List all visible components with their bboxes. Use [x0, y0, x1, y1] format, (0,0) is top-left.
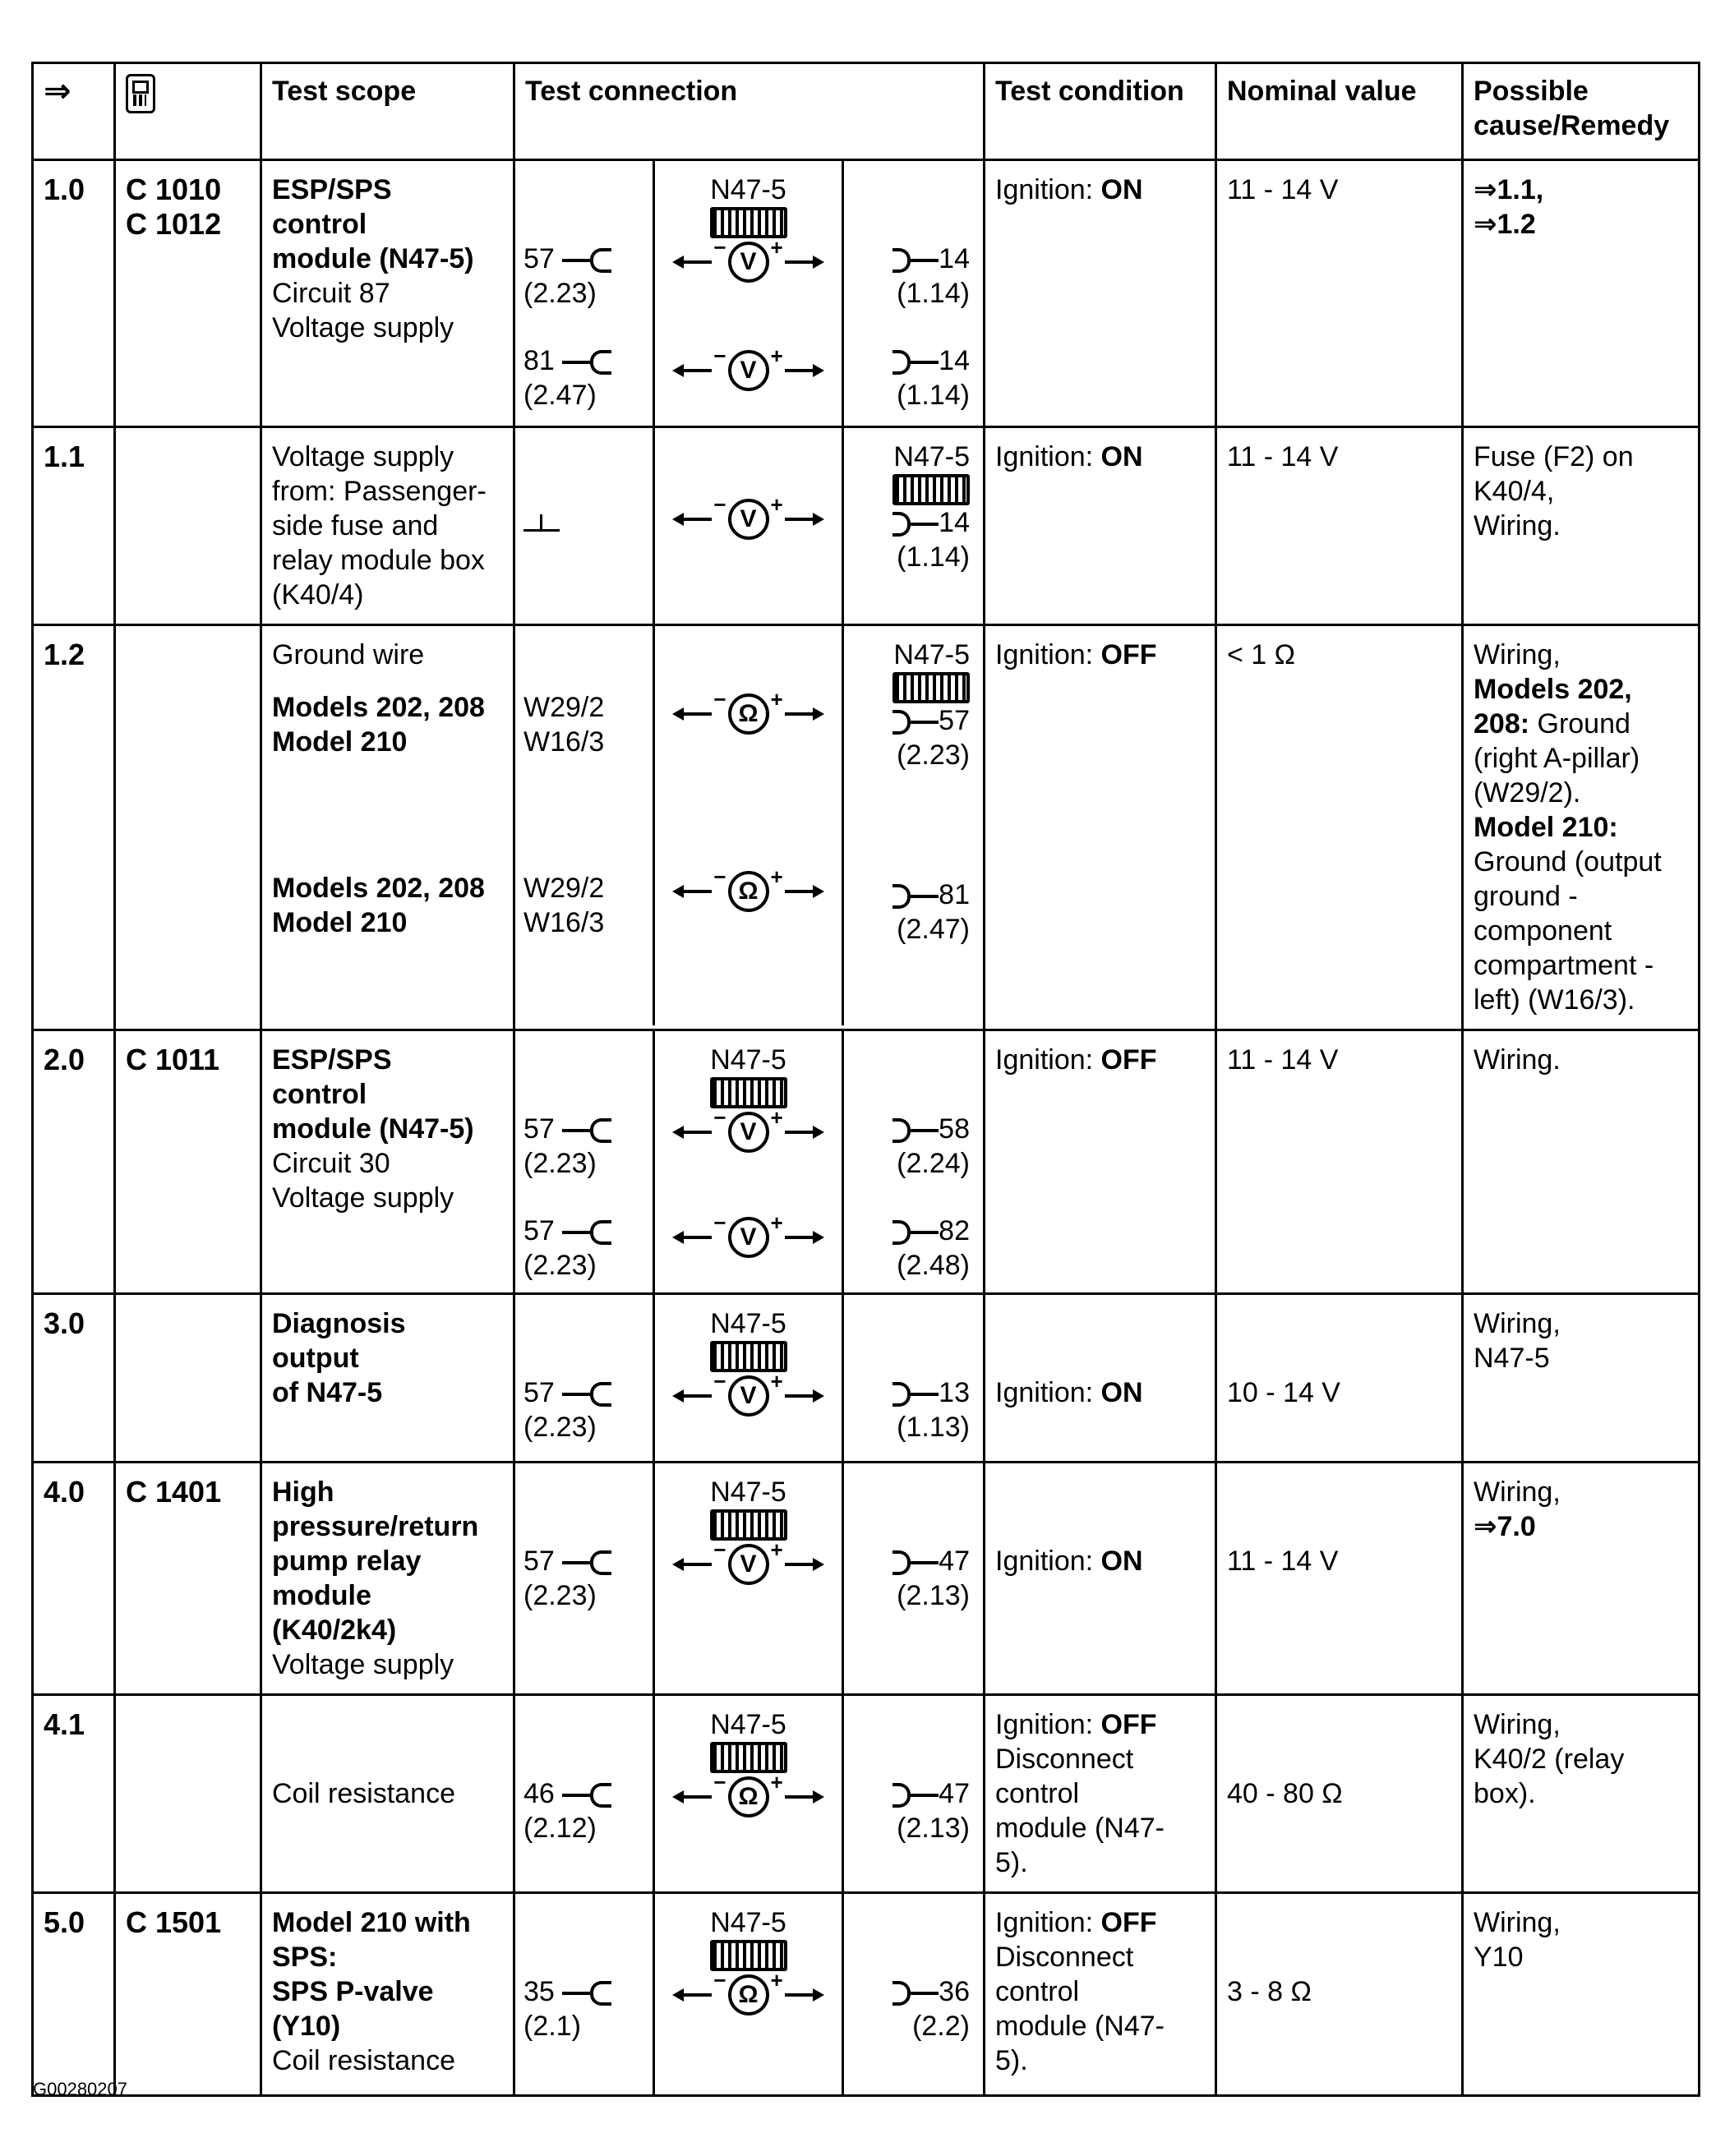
- nominal-value: 11 - 14 V: [1216, 160, 1463, 427]
- ohmmeter-icon: Ω: [728, 1974, 769, 2015]
- plug-icon: [590, 1220, 611, 1245]
- socket-icon: [892, 1783, 911, 1808]
- plug-icon: [590, 1382, 611, 1407]
- test-connection: W29/2 W16/3 W29/2 W16/3 − Ω + − Ω + N47-5 57 (2.23) 81 (2.47): [514, 625, 985, 1030]
- connector-label: N47-5: [893, 639, 970, 670]
- table-row: [33, 1695, 1700, 1893]
- header-remedy: Possible cause/Remedy: [1463, 63, 1700, 160]
- socket-icon: [892, 884, 911, 909]
- test-condition: Ignition: ON: [985, 1463, 1216, 1695]
- right-pin: 14: [939, 507, 970, 538]
- step-number: 1.1: [33, 427, 115, 625]
- test-scope: High pressure/return pump relay module (K40/2k4) Voltage supply: [261, 1463, 514, 1695]
- step-number: 4.0: [33, 1463, 115, 1695]
- step-number: 1.0: [33, 160, 115, 427]
- voltmeter-icon: V: [728, 350, 769, 391]
- scope-line: Voltage supply: [272, 312, 454, 343]
- test-condition: Ignition: ON: [985, 160, 1216, 427]
- ohmmeter-icon: Ω: [728, 1776, 769, 1817]
- scope-line: control: [272, 209, 367, 240]
- table-row: [33, 625, 1700, 1030]
- table-row: [33, 1463, 1700, 1695]
- figure-id: G00280207: [33, 2079, 127, 2099]
- voltmeter-icon: V: [728, 242, 769, 283]
- connector-icon: [892, 672, 970, 703]
- connector-label: N47-5: [710, 1709, 786, 1740]
- plug-icon: [590, 1550, 611, 1575]
- left-pin: 57: [523, 243, 555, 274]
- voltmeter-icon: V: [728, 499, 769, 540]
- nominal-value: 11 - 14 V: [1216, 427, 1463, 625]
- plug-icon: [590, 1118, 611, 1143]
- plug-icon: [590, 1783, 611, 1808]
- fault-code: [115, 625, 261, 1030]
- socket-icon: [892, 248, 911, 273]
- table-row: [33, 1030, 1700, 1294]
- right-ref: (1.14): [897, 380, 970, 411]
- step-number: 1.2: [33, 625, 115, 1030]
- voltmeter-icon: V: [728, 1217, 769, 1258]
- test-condition: Ignition: ON: [985, 427, 1216, 625]
- table-row: [33, 1893, 1700, 2096]
- test-scope: [261, 160, 514, 427]
- remedy: Wiring, K40/2 (relay box).: [1463, 1695, 1700, 1893]
- header-test-scope: Test scope: [261, 63, 514, 160]
- fault-code-2: C 1012: [126, 207, 222, 241]
- plug-icon: [590, 248, 611, 273]
- right-ref: (1.14): [897, 278, 970, 309]
- connector-label: N47-5: [893, 441, 970, 472]
- voltmeter-icon: V: [728, 1544, 769, 1585]
- fault-code: [115, 427, 261, 625]
- condition-value: ON: [1100, 174, 1143, 205]
- ohmmeter-icon: Ω: [728, 871, 769, 912]
- connector-label: N47-5: [710, 1308, 786, 1339]
- left-ref: (2.47): [523, 380, 597, 411]
- remedy-link: ⇒1.1,: [1474, 174, 1544, 205]
- nominal-value: 11 - 14 V: [1216, 1463, 1463, 1695]
- fault-code: [115, 160, 261, 427]
- test-scope: Ground wire Models 202, 208 Model 210 Models 202, 208 Model 210: [261, 625, 514, 1030]
- scope-line: Circuit 87: [272, 278, 390, 309]
- fault-code: [115, 1695, 261, 1893]
- remedy: Wiring, Models 202, 208: Ground (right A-pillar) (W29/2). Model 210: Ground (output ground - component compartment - left) (W16/3).: [1463, 625, 1700, 1030]
- left-ref: (2.23): [523, 278, 597, 309]
- connector-label: N47-5: [710, 174, 786, 205]
- step-number: 4.1: [33, 1695, 115, 1893]
- header-row: [33, 63, 1700, 160]
- test-condition: Ignition: OFF Disconnect control module (N47- 5).: [985, 1695, 1216, 1893]
- table-row: [33, 427, 1700, 625]
- remedy: Wiring, Y10: [1463, 1893, 1700, 2096]
- test-connection: 46 (2.12) N47-5 − Ω + 47 (2.13): [514, 1695, 985, 1893]
- test-connection: 57 (2.23) 57 (2.23) N47-5 − V + − V + 58 (2.24) 82 (2.48): [514, 1030, 985, 1294]
- test-connection: 57 (2.23) N47-5 − V + 13 (1.13): [514, 1294, 985, 1463]
- socket-icon: [892, 1118, 911, 1143]
- fault-code: C 1501: [115, 1893, 261, 2096]
- table-row: [33, 1294, 1700, 1463]
- connector-icon: [892, 474, 970, 505]
- ground-icon: [523, 514, 560, 532]
- test-scope: Coil resistance: [261, 1695, 514, 1893]
- right-pin: 14: [939, 345, 970, 376]
- step-number: 2.0: [33, 1030, 115, 1294]
- test-scope: ESP/SPS control module (N47-5) Circuit 30 Voltage supply: [261, 1030, 514, 1294]
- nominal-value: < 1 Ω: [1216, 625, 1463, 1030]
- test-scope: Diagnosis output of N47-5: [261, 1294, 514, 1463]
- remedy: [1463, 160, 1700, 427]
- connector-label: N47-5: [710, 1907, 786, 1938]
- plug-icon: [590, 350, 611, 375]
- header-icon: [115, 63, 261, 160]
- test-connection: 57 (2.23) 81 (2.47) N47-5 − V + − V + 14 (1.14) 14 (1.14): [514, 160, 985, 427]
- nominal-value: 11 - 14 V: [1216, 1030, 1463, 1294]
- socket-icon: [892, 350, 911, 375]
- scope-line: module (N47-5): [272, 243, 474, 274]
- header-step: ⇒: [33, 63, 115, 160]
- right-ref: (1.14): [897, 541, 970, 573]
- voltmeter-icon: V: [728, 1375, 769, 1417]
- header-nominal-value: Nominal value: [1216, 63, 1463, 160]
- test-condition: Ignition: OFF: [985, 1030, 1216, 1294]
- test-connection: 57 (2.23) N47-5 − V + 47 (2.13): [514, 1463, 985, 1695]
- scope-line: ESP/SPS: [272, 174, 392, 205]
- step-number: 5.0: [33, 1893, 115, 2096]
- fault-code: C 1011: [115, 1030, 261, 1294]
- header-test-connection: Test connection: [514, 63, 985, 160]
- socket-icon: [892, 1220, 911, 1245]
- remedy: Wiring.: [1463, 1030, 1700, 1294]
- test-connection: − V + N47-5 14 (1.14): [514, 427, 985, 625]
- connector-label: N47-5: [710, 1476, 786, 1508]
- nominal-value: 40 - 80 Ω: [1216, 1695, 1463, 1893]
- remedy: Wiring, ⇒7.0: [1463, 1463, 1700, 1695]
- remedy: Wiring, N47-5: [1463, 1294, 1700, 1463]
- test-condition: Ignition: ON: [985, 1294, 1216, 1463]
- fault-code: C 1401: [115, 1463, 261, 1695]
- socket-icon: [892, 1550, 911, 1575]
- socket-icon: [892, 1981, 911, 2006]
- plug-icon: [590, 1981, 611, 2006]
- fault-code: [115, 1294, 261, 1463]
- test-scope: Model 210 with SPS: SPS P-valve (Y10) Coil resistance: [261, 1893, 514, 2096]
- test-table: [31, 62, 1700, 2097]
- ohmmeter-icon: Ω: [728, 693, 769, 735]
- step-number: 3.0: [33, 1294, 115, 1463]
- right-pin: 14: [939, 243, 970, 274]
- socket-icon: [892, 710, 911, 735]
- connector-label: N47-5: [710, 1044, 786, 1076]
- test-connection: 35 (2.1) N47-5 − Ω + 36 (2.2): [514, 1893, 985, 2096]
- header-test-condition: Test condition: [985, 63, 1216, 160]
- tester-icon: [126, 74, 155, 113]
- remedy: Fuse (F2) on K40/4, Wiring.: [1463, 427, 1700, 625]
- socket-icon: [892, 1382, 911, 1407]
- voltmeter-icon: V: [728, 1112, 769, 1153]
- remedy-link: ⇒1.2: [1474, 209, 1536, 240]
- nominal-value: 10 - 14 V: [1216, 1294, 1463, 1463]
- table-row: [33, 160, 1700, 427]
- fault-code-1: C 1010: [126, 173, 222, 206]
- test-condition: Ignition: OFF Disconnect control module (N47- 5).: [985, 1893, 1216, 2096]
- nominal-value: 3 - 8 Ω: [1216, 1893, 1463, 2096]
- socket-icon: [892, 512, 911, 537]
- test-condition: Ignition: OFF: [985, 625, 1216, 1030]
- test-scope: Voltage supply from: Passenger- side fuse and relay module box (K40/4): [261, 427, 514, 625]
- left-pin: 81: [523, 345, 555, 376]
